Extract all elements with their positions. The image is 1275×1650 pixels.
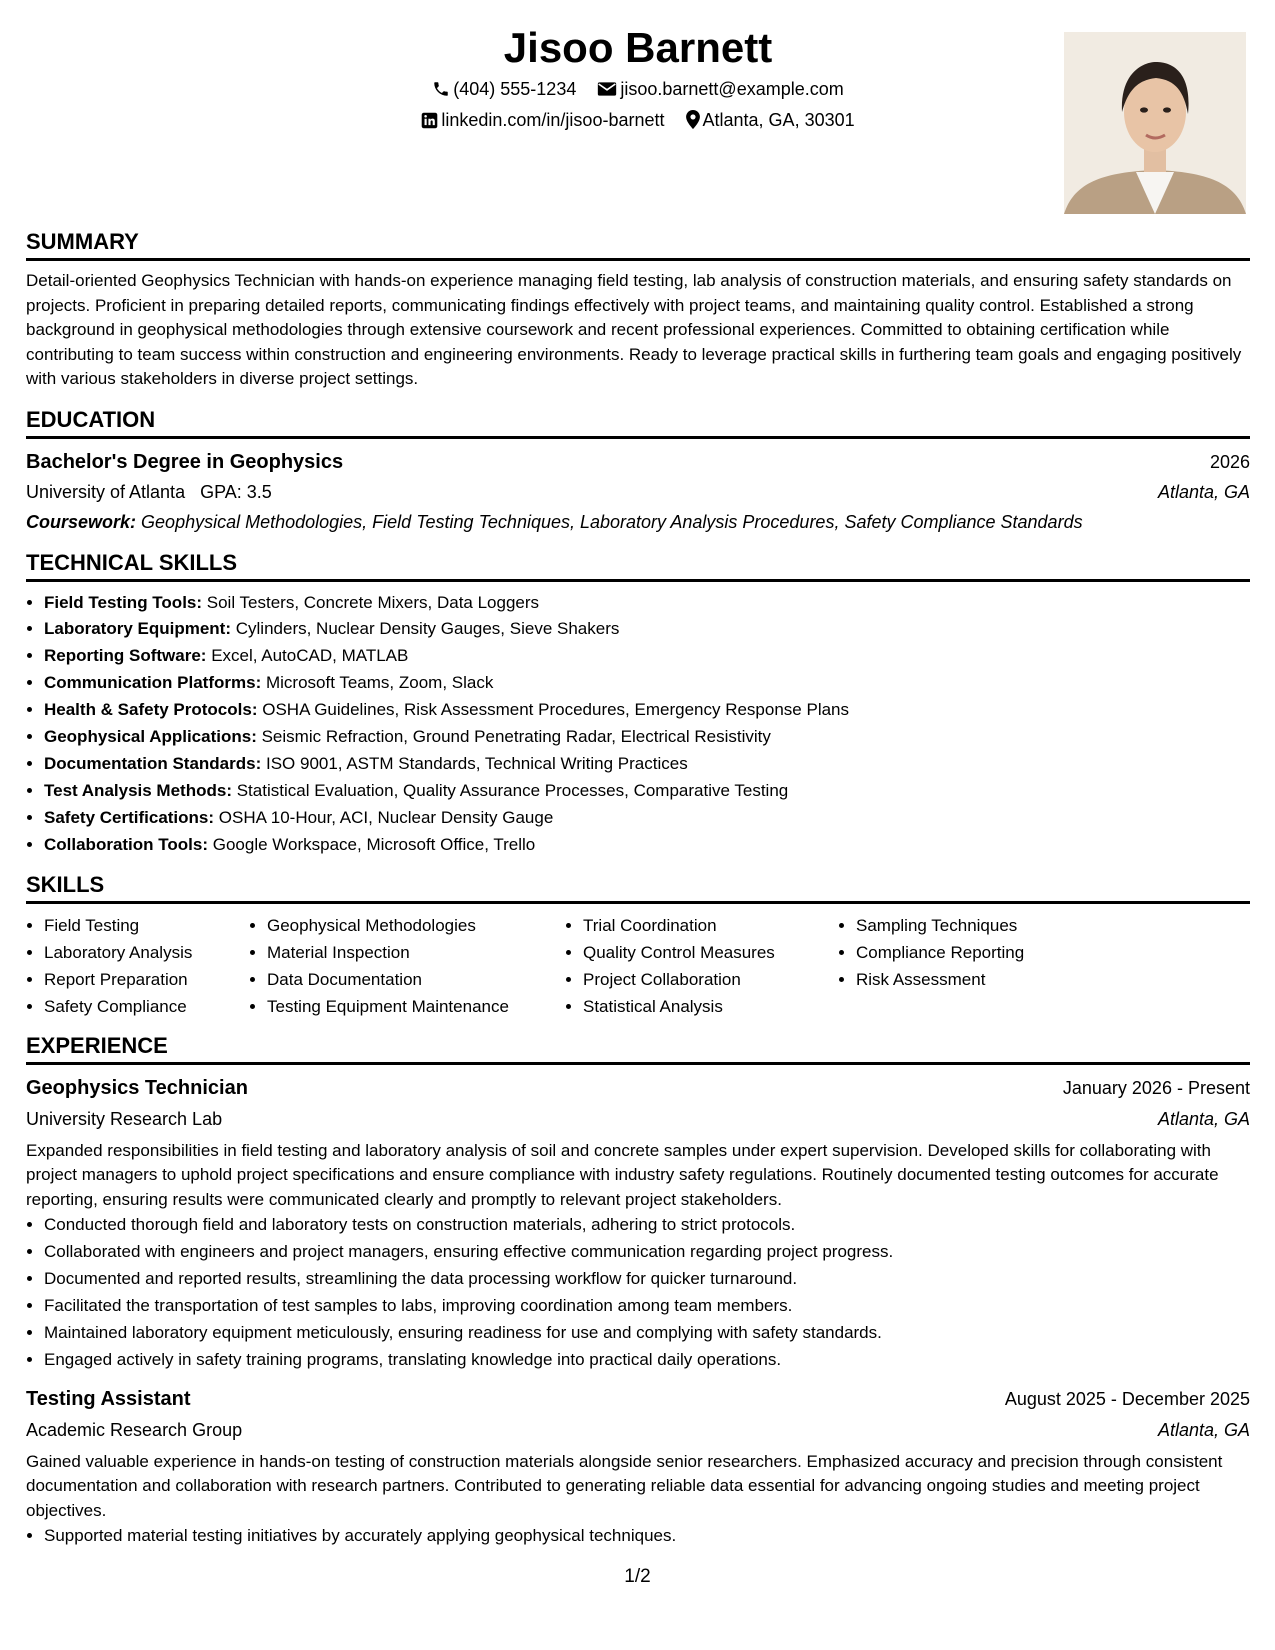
job-location: Atlanta, GA bbox=[1157, 1108, 1250, 1129]
skills-section bbox=[26, 871, 1250, 1020]
list-item: • Risk Assessment bbox=[856, 966, 1106, 993]
skills-column-3 bbox=[565, 912, 838, 1020]
skills-grid bbox=[26, 912, 1250, 1020]
linkedin-contact[interactable] bbox=[421, 108, 664, 132]
linkedin-text: linkedin.com/in/jisoo-barnett bbox=[441, 110, 665, 130]
email-contact[interactable] bbox=[597, 77, 843, 101]
technical-skills-heading: TECHNICAL SKILLS bbox=[26, 549, 1250, 582]
list-item: • Material Inspection bbox=[267, 939, 565, 966]
experience-section bbox=[26, 1032, 1250, 1550]
location-text: Atlanta, GA, 30301 bbox=[702, 110, 855, 130]
phone-icon bbox=[432, 80, 450, 98]
list-item: • Health & Safety Protocols: OSHA Guidelines, Risk Assessment Procedures, Emergency Response Plans bbox=[44, 697, 1250, 724]
coursework bbox=[26, 507, 1250, 537]
technical-skills-section bbox=[26, 549, 1250, 859]
coursework-label: Coursework: bbox=[26, 511, 137, 532]
list-item: • Laboratory Equipment: Cylinders, Nuclear Density Gauges, Sieve Shakers bbox=[44, 616, 1250, 643]
job-description: Gained valuable experience in hands-on testing of construction materials alongside senior researchers. Emphasized accuracy and precision through consistent documentation and collaboration with research partners. Contributed to generating reliable data essential for advancing ongoing studies and meeting project objectives. bbox=[26, 1451, 1223, 1520]
school-location: Atlanta, GA bbox=[1157, 481, 1250, 502]
list-item: • Quality Control Measures bbox=[583, 939, 838, 966]
list-item: • Facilitated the transportation of test samples to labs, improving coordination among team members. bbox=[44, 1293, 1250, 1320]
coursework-list: Geophysical Methodologies, Field Testing Techniques, Laboratory Analysis Procedures, Safety Compliance Standards bbox=[141, 511, 1083, 532]
list-item: • Project Collaboration bbox=[583, 966, 838, 993]
list-item: • Compliance Reporting bbox=[856, 939, 1106, 966]
experience-heading: EXPERIENCE bbox=[26, 1032, 1250, 1065]
list-item: • Engaged actively in safety training programs, translating knowledge into practical daily operations. bbox=[44, 1347, 1250, 1374]
list-item: • Laboratory Analysis bbox=[44, 939, 249, 966]
school-name: University of Atlanta bbox=[26, 481, 186, 502]
list-item: • Documented and reported results, streamlining the data processing workflow for quicker turnaround. bbox=[44, 1266, 1250, 1293]
map-pin-icon bbox=[686, 110, 700, 129]
graduation-year: 2026 bbox=[1209, 451, 1250, 472]
resume-header bbox=[26, 22, 1250, 222]
job-title: Testing Assistant bbox=[26, 1387, 191, 1410]
list-item: • Documentation Standards: ISO 9001, ASTM Standards, Technical Writing Practices bbox=[44, 751, 1250, 778]
list-item: • Sampling Techniques bbox=[856, 912, 1106, 939]
location-contact bbox=[686, 108, 855, 132]
job-entry bbox=[26, 1384, 1250, 1550]
list-item: • Field Testing Tools: Soil Testers, Concrete Mixers, Data Loggers bbox=[44, 590, 1250, 617]
list-item: • Maintained laboratory equipment meticulously, ensuring readiness for use and complying with safety standards. bbox=[44, 1320, 1250, 1347]
summary-text: Detail-oriented Geophysics Technician with hands-on experience managing field testing, lab analysis of construction materials, and ensuring safety standards on projects. Proficient in preparing detailed reports, communicating findings effectively with project teams, and maintaining quality control. Established a strong background in geophysical methodologies through extensive coursework and recent professional experiences. Committed to obtaining certification while contributing to team success within construction and engineering environments. Ready to leverage practical skills in furthering team goals and engaging positively with various stakeholders in diverse project settings. bbox=[26, 271, 1242, 388]
skills-heading: SKILLS bbox=[26, 871, 1250, 904]
skills-column-4 bbox=[838, 912, 1106, 1020]
list-item: • Field Testing bbox=[44, 912, 249, 939]
phone-text: (404) 555-1234 bbox=[453, 79, 577, 99]
job-organization: Academic Research Group bbox=[26, 1419, 243, 1440]
job-dates: January 2026 - Present bbox=[1062, 1077, 1250, 1098]
technical-skills-list bbox=[26, 590, 1250, 859]
list-item: • Safety Certifications: OSHA 10-Hour, ACI, Nuclear Density Gauge bbox=[44, 805, 1250, 832]
education-section bbox=[26, 406, 1250, 537]
email-text: jisoo.barnett@example.com bbox=[620, 79, 844, 99]
list-item: • Communication Platforms: Microsoft Teams, Zoom, Slack bbox=[44, 670, 1250, 697]
list-item: • Collaboration Tools: Google Workspace, Microsoft Office, Trello bbox=[44, 832, 1250, 859]
list-item: • Report Preparation bbox=[44, 966, 249, 993]
list-item: • Trial Coordination bbox=[583, 912, 838, 939]
job-entry bbox=[26, 1073, 1250, 1374]
gpa: GPA: 3.5 bbox=[200, 481, 272, 502]
job-bullets bbox=[26, 1212, 1250, 1373]
page-number: 1/2 bbox=[624, 1566, 651, 1587]
education-school-row bbox=[26, 477, 1250, 507]
list-item: • Test Analysis Methods: Statistical Evaluation, Quality Assurance Processes, Comparative Testing bbox=[44, 778, 1250, 805]
linkedin-icon bbox=[421, 112, 438, 129]
education-degree-row bbox=[26, 447, 1250, 477]
job-bullets bbox=[26, 1523, 1250, 1550]
list-item: • Testing Equipment Maintenance bbox=[267, 993, 565, 1020]
profile-photo bbox=[1064, 32, 1246, 214]
resume-page bbox=[26, 22, 1250, 1560]
envelope-icon bbox=[597, 80, 617, 98]
degree-name: Bachelor's Degree in Geophysics bbox=[26, 450, 344, 473]
list-item: • Reporting Software: Excel, AutoCAD, MATLAB bbox=[44, 643, 1250, 670]
job-title: Geophysics Technician bbox=[26, 1076, 248, 1099]
school-info bbox=[26, 477, 272, 507]
list-item: • Safety Compliance bbox=[44, 993, 249, 1020]
job-description: Expanded responsibilities in field testing and laboratory analysis of soil and concrete samples under expert supervision. Developed skills for collaborating with project managers to uphold project specifications and ensure compliance with industry safety regulations. Routinely documented testing outcomes for accurate reporting, ensuring results were communicated clearly and promptly to relevant project stakeholders. bbox=[26, 1140, 1219, 1209]
list-item: • Geophysical Methodologies bbox=[267, 912, 565, 939]
job-dates: August 2025 - December 2025 bbox=[1004, 1388, 1250, 1409]
candidate-name: Jisoo Barnett bbox=[503, 24, 773, 71]
job-location: Atlanta, GA bbox=[1157, 1419, 1250, 1440]
job-organization: University Research Lab bbox=[26, 1108, 223, 1129]
summary-section bbox=[26, 228, 1250, 392]
list-item: • Data Documentation bbox=[267, 966, 565, 993]
list-item: • Supported material testing initiatives by accurately applying geophysical techniques. bbox=[44, 1523, 1250, 1550]
list-item: • Conducted thorough field and laboratory tests on construction materials, adhering to strict protocols. bbox=[44, 1212, 1250, 1239]
education-heading: EDUCATION bbox=[26, 406, 1250, 439]
phone-contact[interactable] bbox=[432, 77, 576, 101]
list-item: • Geophysical Applications: Seismic Refraction, Ground Penetrating Radar, Electrical Resistivity bbox=[44, 724, 1250, 751]
summary-heading: SUMMARY bbox=[26, 228, 1250, 261]
list-item: • Statistical Analysis bbox=[583, 993, 838, 1020]
skills-column-2 bbox=[249, 912, 565, 1020]
skills-column-1 bbox=[26, 912, 249, 1020]
list-item: • Collaborated with engineers and project managers, ensuring effective communication regarding project progress. bbox=[44, 1239, 1250, 1266]
